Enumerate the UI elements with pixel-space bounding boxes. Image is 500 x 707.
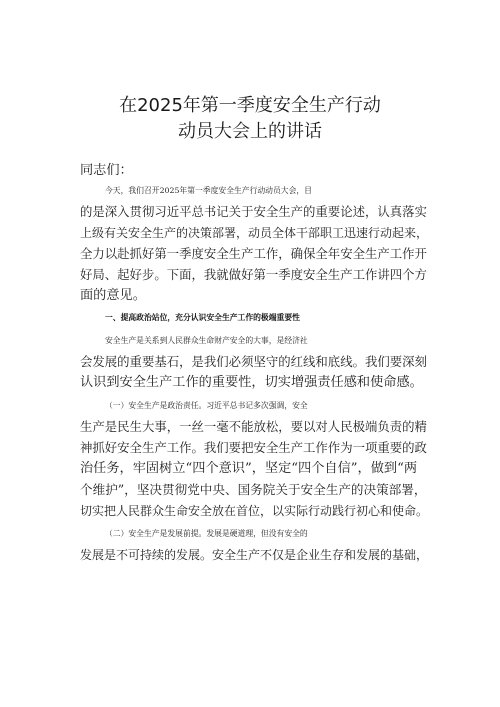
paragraph-line: 全力以赴抓好第一季度安全生产工作，确保全年安全生产工作开 (80, 246, 427, 261)
document-title-line-1: 在2025年第一季度安全生产行动 (119, 95, 381, 116)
paragraph-line: 生产是民生大事，一丝一毫不能放松，要以对人民极端负责的精 (80, 419, 427, 434)
paragraph-line: （二）安全生产是发展前提。发展是硬道理，但没有安全的 (105, 529, 308, 538)
salutation: 同志们： (80, 163, 133, 178)
paragraph-line: 上级有关安全生产的决策部署，动员全体干部职工迅速行动起来， (80, 226, 429, 240)
paragraph-line: 的是深入贯彻习近平总书记关于安全生产的重要论述，认真落实 (80, 204, 427, 219)
paragraph-line: 治任务，牢固树立“四个意识”，坚定“四个自信”，做到“两 (80, 461, 418, 476)
paragraph-line: 神抓好安全生产工作。我们要把安全生产工作作为一项重要的政 (80, 440, 427, 455)
paragraph-line: 会发展的重要基石，是我们必须坚守的红线和底线。我们要深刻 (80, 354, 427, 369)
paragraph-line: 面的意见。 (80, 288, 146, 303)
paragraph-line: 认识到安全生产工作的重要性，切实增强责任感和使命感。 (80, 375, 423, 390)
paragraph-line: 切实把人民群众生命安全放在首位，以实际行动践行初心和使命。 (80, 504, 429, 518)
paragraph-line: 安全生产是关系到人民群众生命财产安全的大事，是经济社 (105, 336, 308, 345)
paragraph-line: 发展是不可持续的发展。安全生产不仅是企业生存和发展的基础， (80, 548, 429, 562)
document-title-line-2: 动员大会上的讲话 (178, 121, 322, 142)
paragraph-line: 个维护”，坚决贯彻党中央、国务院关于安全生产的决策部署， (80, 482, 427, 497)
paragraph-line: （一）安全生产是政治责任。习近平总书记多次强调，安全 (105, 401, 308, 410)
paragraph-line: 今天，我们召开2025年第一季度安全生产行动动员大会，目 (105, 186, 312, 195)
section-heading: 一、提高政治站位，充分认识安全生产工作的极端重要性 (105, 313, 300, 322)
paragraph-line: 好局、起好步。下面，我就做好第一季度安全生产工作讲四个方 (80, 267, 427, 282)
